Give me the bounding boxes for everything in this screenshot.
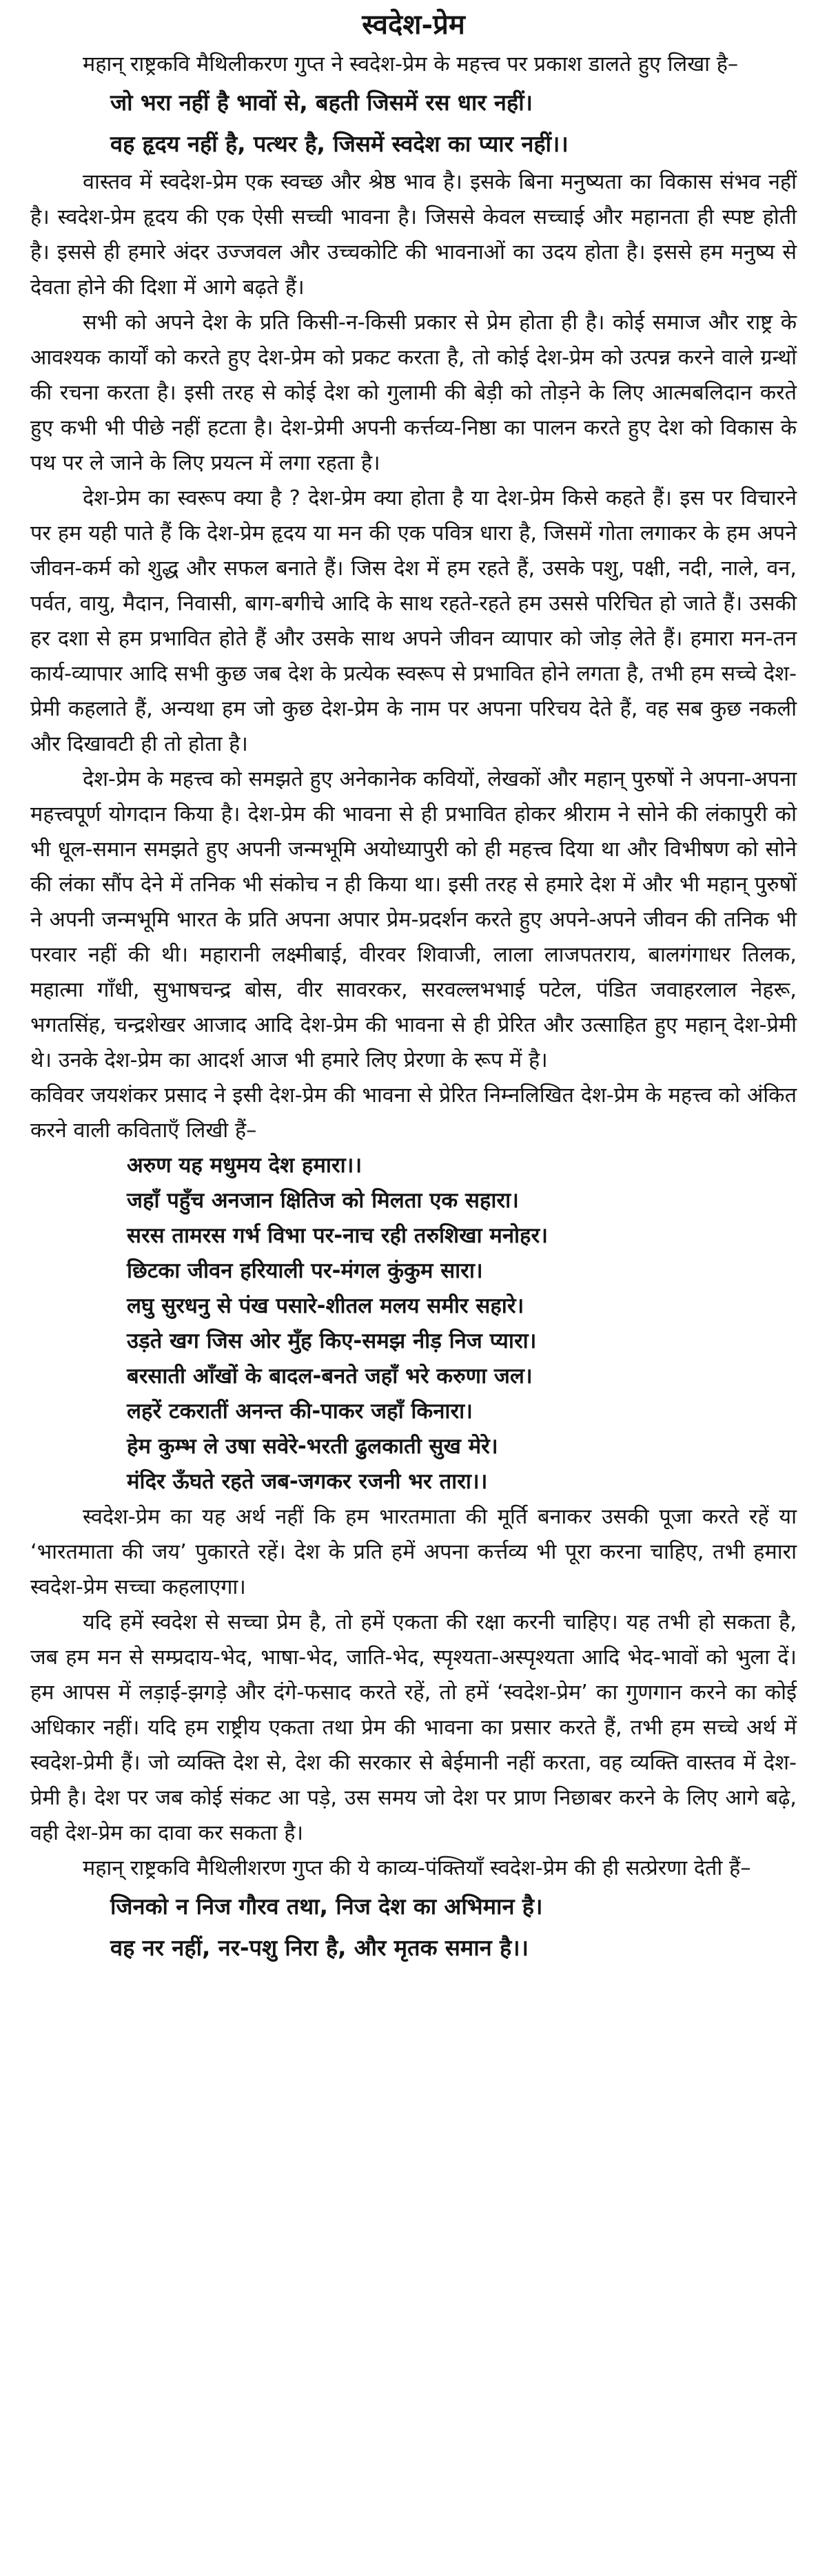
poem-line: छिटका जीवन हरियाली पर-मंगल कुंकुम सारा। [127,1258,483,1283]
body-paragraph: सभी को अपने देश के प्रति किसी-न-किसी प्रकार से प्रेम होता ही है। कोई समाज और राष्ट्र के आवश्यक कार्यों को करते हुए देश-प्रेम को प्रकट करता है, तो कोई देश-प्रेम को उत्पन्न करने वाले ग्रन्थों की रचना करता है। इसी तरह से कोई देश को गुलामी की बेड़ी को तोड़ने के लिए आत्मबलिदान करते हुए कभी भी पीछे नहीं हटता है। देश-प्रेमी अपनी कर्त्तव्य-निष्ठा का पालन करते हुए देश को विकास के पथ पर ले जाने के लिए प्रयत्न में लगा रहता है। [30,311,797,475]
verse-line: जिनको न निज गौरव तथा, निज देश का अभिमान है। [110,1893,543,1920]
closing-paragraph: स्वदेश-प्रेम का यह अर्थ नहीं कि हम भारतमाता की मूर्ति बनाकर उसकी पूजा करते रहें या ‘भारतमाता की जय’ पुकारते रहें। देश के प्रति हमें अपना कर्त्तव्य भी पूरा करना चाहिए, तभी हमारा स्वदेश-प्रेम सच्चा कहलाएगा। [30,1505,797,1599]
poem-line: अरुण यह मधुमय देश हमारा।। [127,1153,363,1178]
page-title: स्वदेश-प्रेम [362,8,465,41]
opening-verse [30,82,797,165]
closing-paragraph: यदि हमें स्वदेश से सच्चा प्रेम है, तो हमें एकता की रक्षा करनी चाहिए। यह तभी हो सकता है, जब हम मन से सम्प्रदाय-भेद, भाषा-भेद, जाति-भेद, स्पृश्यता-अस्पृश्यता आदि भेद-भावों को भुला दें। हम आपस में लड़ाई-झगड़े और दंगे-फसाद करते रहें, तो हमें ‘स्वदेश-प्रेम’ का गुणगान करने का कोई अधिकार नहीं। यदि हम राष्ट्रीय एकता तथा प्रेम की भावना का प्रसार करते हैं, तभी हम सच्चे अर्थ में स्वदेश-प्रेमी हैं। जो व्यक्ति देश से, देश की सरकार से बेईमानी नहीं करता, वह व्यक्ति वास्तव में देश-प्रेमी है। देश पर जब कोई संकट आ पड़े, उस समय जो देश पर प्राण निछाबर करने के लिए आगे बढ़े, वही देश-प्रेम का दावा कर सकता है। [30,1610,797,1845]
poem-line: जहाँ पहुँच अनजान क्षितिज को मिलता एक सहारा। [127,1188,519,1213]
body-paragraph: देश-प्रेम के महत्त्व को समझते हुए अनेकानेक कवियों, लेखकों और महान् पुरुषों ने अपना-अपना महत्त्वपूर्ण योगदान किया है। देश-प्रेम की भावना से ही प्रभावित होकर श्रीराम ने सोने की लंकापुरी को भी धूल-समान समझते हुए अपनी जन्मभूमि अयोध्यापुरी को ही महत्त्व दिया था और विभीषण को सोने की लंका सौंप देने में तनिक भी संकोच न ही किया था। इसी तरह से हमारे देश में और भी महान् पुरुषों ने अपनी जन्मभूमि भारत के प्रति अपना अपार प्रेम-प्रदर्शन करते हुए अपने-अपने जीवन की तनिक भी परवार नहीं की थी। महारानी लक्ष्मीबाई, वीरवर शिवाजी, लाला लाजपतराय, बालगंगाधर तिलक, महात्मा गाँधी, सुभाषचन्द्र बोस, वीर सावरकर, सरवल्लभभाई पटेल, पंडित जवाहरलाल नेहरू, भगतसिंह, चन्द्रशेखर आजाद आदि देश-प्रेम की भावना से ही प्रेरित और उत्साहित हुए महान् देश-प्रेमी थे। उनके देश-प्रेम का आदर्श आज भी हमारे लिए प्रेरणा के रूप में है। [30,767,797,1072]
poem-line: हेम कुम्भ ले उषा सवेरे-भरती ढुलकाती सुख मेरे। [127,1434,498,1459]
verse-line: वह हृदय नहीं है, पत्थर है, जिसमें स्वदेश का प्यार नहीं।। [110,131,569,157]
poem-line: लहरें टकरातीं अनन्त की-पाकर जहाँ किनारा। [127,1399,473,1424]
closing-verse [30,1886,797,1969]
poem-line: लघु सुरधनु से पंख पसारे-शीतल मलय समीर सहारे। [127,1294,524,1318]
body-paragraph: वास्तव में स्वदेश-प्रेम एक स्वच्छ और श्रेष्ठ भाव है। इसके बिना मनुष्यता का विकास संभव नहीं है। स्वदेश-प्रेम हृदय की एक ऐसी सच्ची भावना है। जिससे केवल सच्चाई और महानता ही स्पष्ट होती है। इससे ही हमारे अंदर उज्जवल और उच्चकोटि की भावनाओं का उदय होता है। इससे हम मनुष्य से देवता होने की दिशा में आगे बढ़ते हैं। [30,170,797,300]
poem-line: सरस तामरस गर्भ विभा पर-नाच रही तरुशिखा मनोहर। [127,1223,548,1248]
body-paragraph: देश-प्रेम का स्वरूप क्या है ? देश-प्रेम क्या होता है या देश-प्रेम किसे कहते हैं। इस पर विचारने पर हम यही पाते हैं कि देश-प्रेम हृदय या मन की एक पवित्र धारा है, जिसमें गोता लगाकर के हम अपने जीवन-कर्म को शुद्ध और सफल बनाते हैं। जिस देश में हम रहते हैं, उसके पशु, पक्षी, नदी, नाले, वन, पर्वत, वायु, मैदान, निवासी, बाग-बगीचे आदि के साथ रहते-रहते हम उससे परिचित हो जाते हैं। उसकी हर दशा से हम प्रभावित होते हैं और उसके साथ अपने जीवन व्यापार को जोड़ लेते हैं। हमारा मन-तन कार्य-व्यापार आदि सभी कुछ जब देश के प्रत्येक स्वरूप से प्रभावित होने लगता है, तभी हम सच्चे देश-प्रेमी कहलाते हैं, अन्यथा हम जो कुछ देश-प्रेम के नाम पर अपना परिचय देते हैं, वह सब कुछ नकली और दिखावटी ही तो होता है। [30,486,797,756]
poem-line: बरसाती आँखों के बादल-बनते जहाँ भरे करुणा जल। [127,1364,533,1389]
verse-line: वह नर नहीं, नर-पशु निरा है, और मृतक समान है।। [110,1935,529,1961]
intro-paragraph: महान् राष्ट्रकवि मैथिलीकरण गुप्त ने स्वदेश-प्रेम के महत्त्व पर प्रकाश डालते हुए लिखा है– [83,52,739,76]
closing-paragraph: महान् राष्ट्रकवि मैथिलीशरण गुप्त की ये काव्य-पंक्तियाँ स्वदेश-प्रेम की ही सत्प्रेरणा देती हैं– [83,1856,751,1880]
poem-line: मंदिर ऊँघते रहते जब-जगकर रजनी भर तारा।। [127,1469,488,1494]
poem [30,1148,797,1499]
poem-line: उड़ते खग जिस ओर मुँह किए-समझ नीड़ निज प्यारा। [127,1329,537,1353]
verse-line: जो भरा नहीं है भावों से, बहती जिसमें रस धार नहीं। [110,90,533,116]
poem-intro: कविवर जयशंकर प्रसाद ने इसी देश-प्रेम की भावना से प्रेरित निम्नलिखित देश-प्रेम के महत्त्व को अंकित करने वाली कविताएँ लिखी हैं– [30,1083,797,1143]
